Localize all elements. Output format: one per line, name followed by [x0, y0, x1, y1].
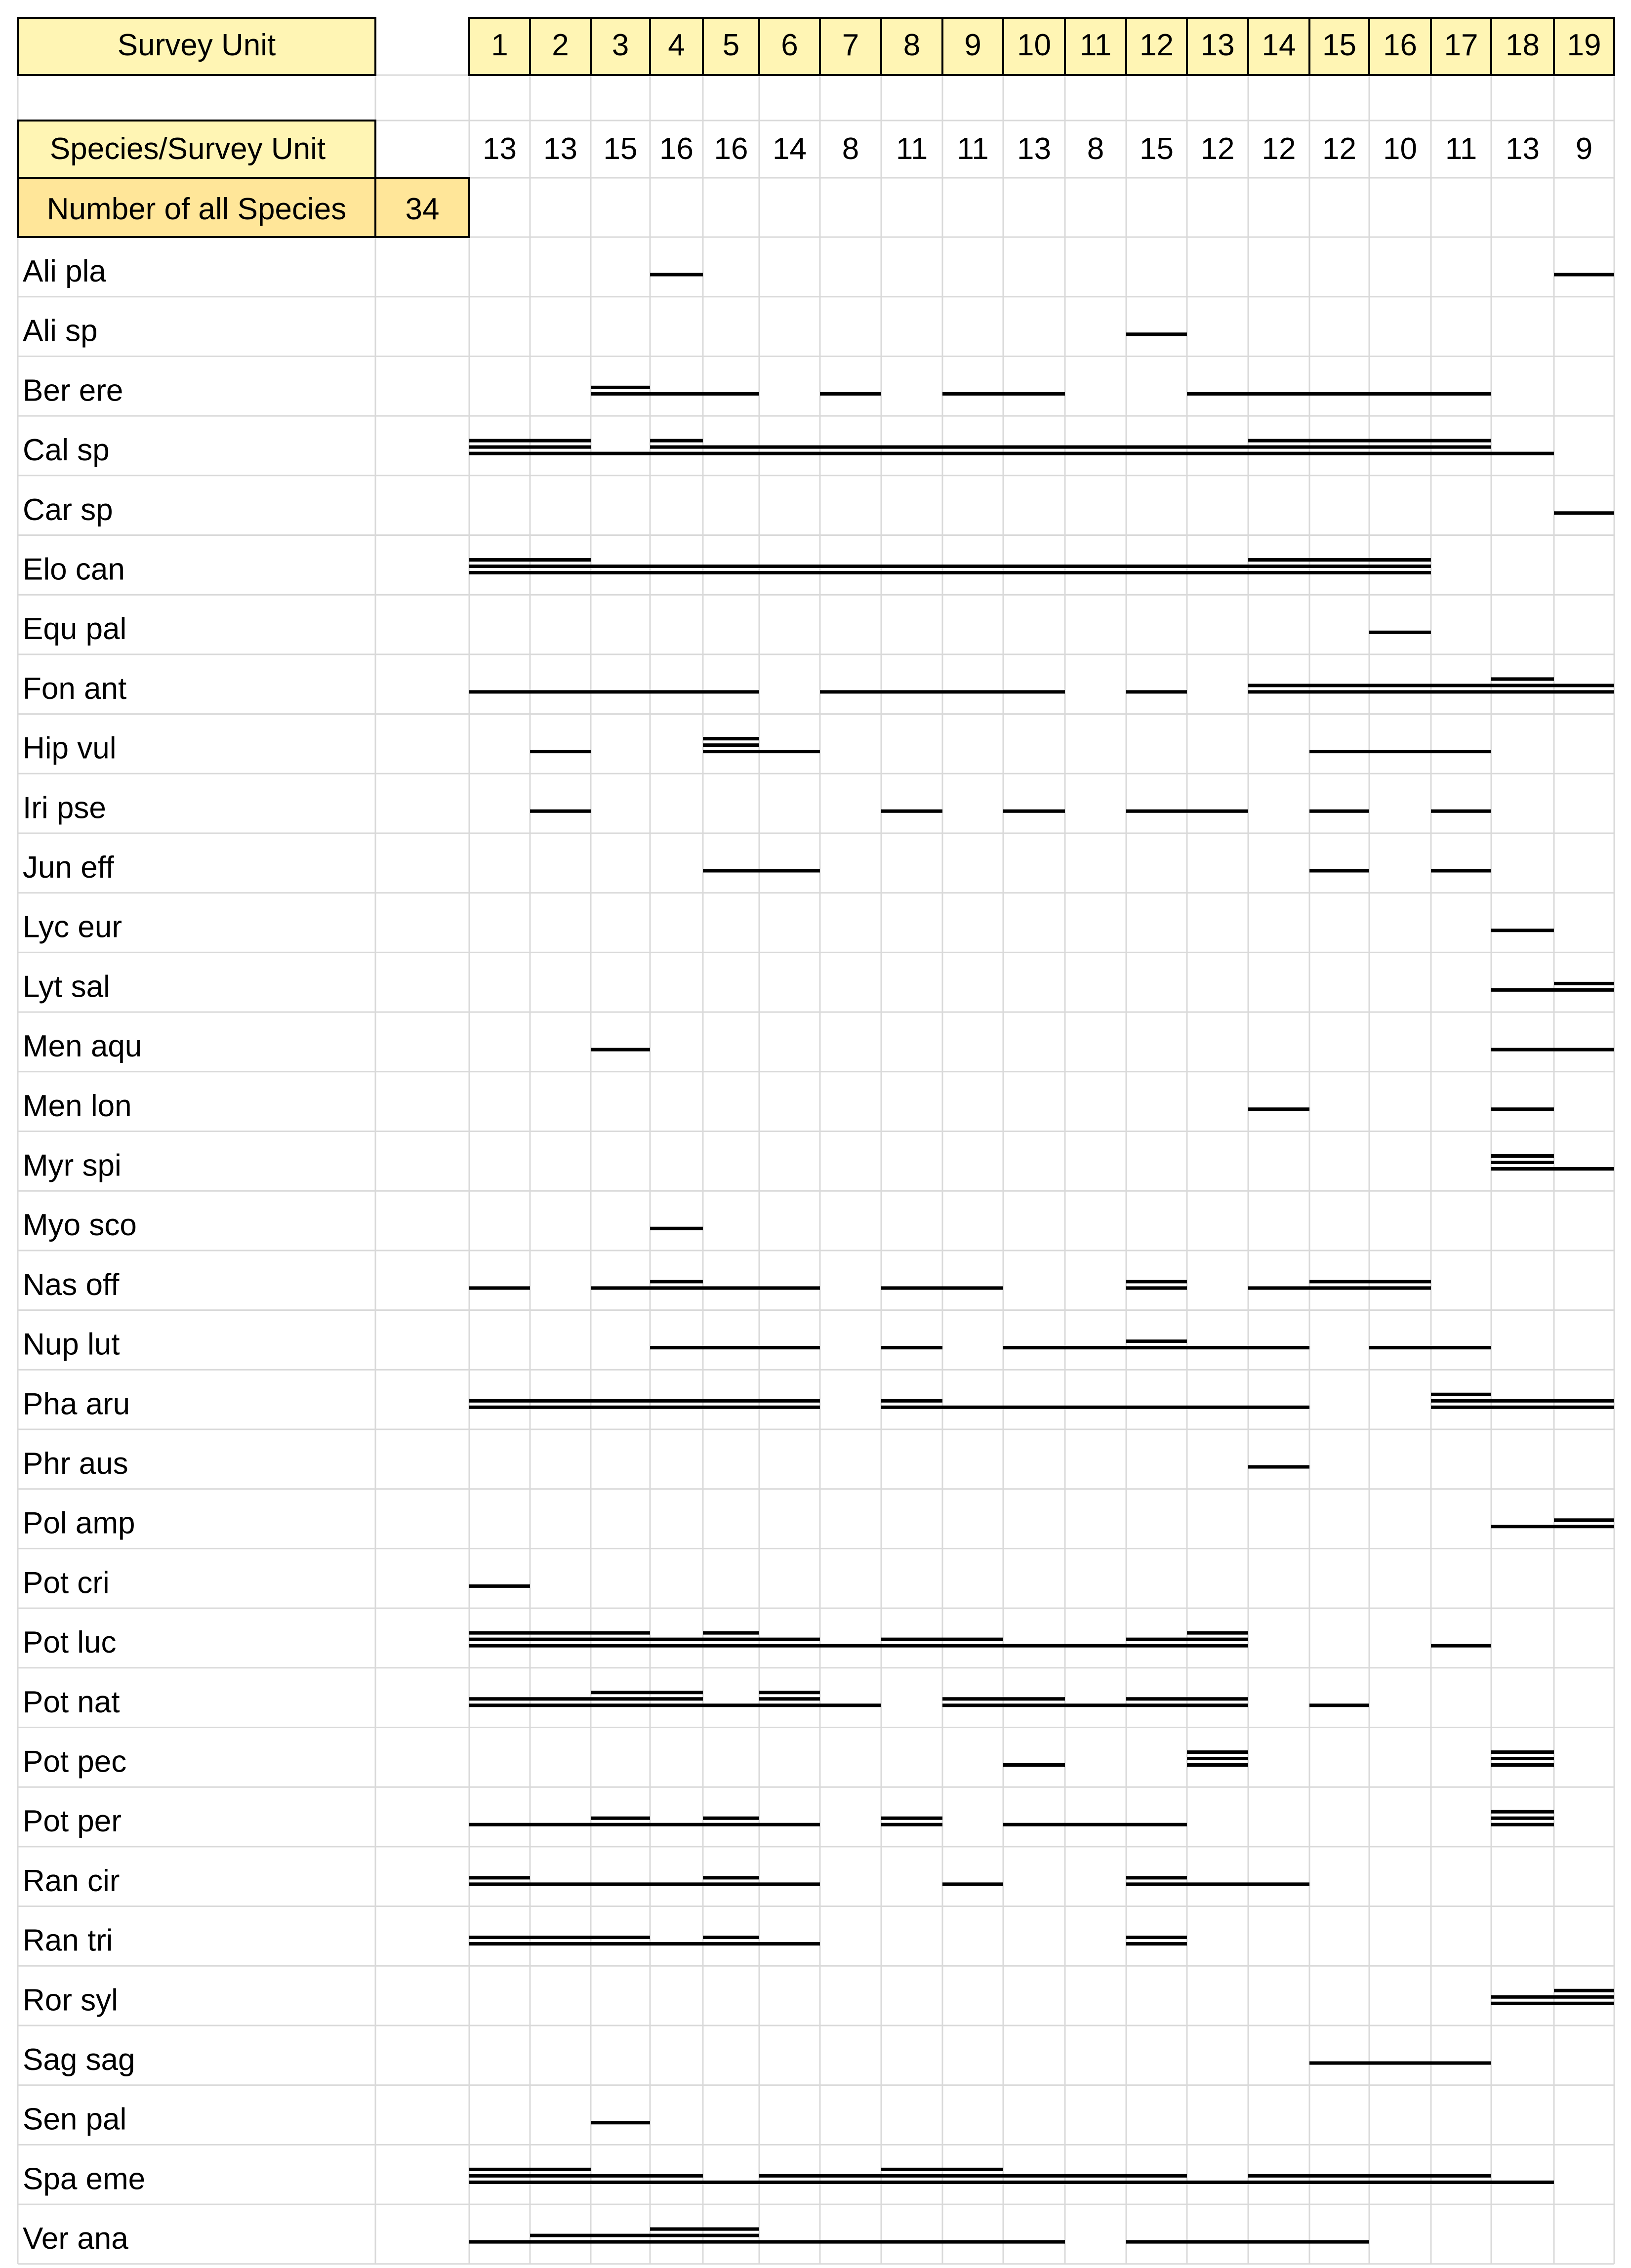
survey-unit-number: 11	[1079, 28, 1112, 62]
species-name: Elo can	[23, 552, 125, 587]
survey-unit-number: 3	[612, 28, 629, 62]
survey-unit-number: 12	[1140, 28, 1174, 62]
species-count: 13	[543, 132, 577, 166]
species-name: Lyt sal	[23, 970, 110, 1004]
species-name: Myr spi	[23, 1148, 122, 1183]
species-name: Fon ant	[23, 671, 127, 706]
survey-unit-number: 16	[1383, 28, 1417, 62]
species-name: Sag sag	[23, 2043, 135, 2077]
species-name: Myo sco	[23, 1208, 137, 1243]
survey-unit-number: 15	[1322, 28, 1356, 62]
species-name: Spa eme	[23, 2162, 146, 2196]
species-name: Ali sp	[23, 314, 98, 348]
survey-unit-number: 13	[1200, 28, 1235, 62]
species-count-row	[483, 132, 1592, 166]
species-name: Cal sp	[23, 433, 110, 468]
species-name: Lyc eur	[23, 910, 122, 944]
number-species-label: Number of all Species	[46, 192, 347, 226]
species-name: Men aqu	[23, 1029, 142, 1064]
survey-unit-number: 4	[668, 28, 685, 62]
survey-unit-number: 6	[781, 28, 798, 62]
survey-unit-number: 10	[1017, 28, 1051, 62]
species-name: Ali pla	[23, 254, 106, 288]
species-name: Nup lut	[23, 1327, 120, 1362]
species-count: 11	[957, 132, 989, 166]
species-name: Pot luc	[23, 1625, 117, 1660]
species-count: 16	[659, 132, 693, 166]
species-count: 14	[773, 132, 807, 166]
species-count: 12	[1200, 132, 1235, 166]
species-name: Pol amp	[23, 1506, 135, 1540]
survey-unit-number: 2	[552, 28, 569, 62]
species-name: Ber ere	[23, 373, 123, 408]
survey-unit-number: 14	[1262, 28, 1296, 62]
species-name: Pot pec	[23, 1744, 127, 1779]
survey-unit-header-row	[469, 18, 1614, 75]
species-count: 15	[603, 132, 638, 166]
species-count: 8	[1087, 132, 1104, 166]
species-name: Pot nat	[23, 1685, 120, 1719]
species-name: Ran tri	[23, 1923, 113, 1958]
species-rows	[23, 254, 1614, 2256]
species-count: 15	[1140, 132, 1174, 166]
survey-unit-number: 8	[903, 28, 921, 62]
species-name: Iri pse	[23, 791, 106, 825]
species-name: Hip vul	[23, 731, 117, 766]
species-count: 12	[1322, 132, 1356, 166]
species-count: 9	[1575, 132, 1593, 166]
species-name: Ver ana	[23, 2222, 128, 2256]
survey-unit-label: Survey Unit	[117, 28, 276, 62]
survey-unit-number: 18	[1506, 28, 1540, 62]
species-count: 11	[1445, 132, 1477, 166]
species-name: Pha aru	[23, 1387, 130, 1421]
species-name: Phr aus	[23, 1447, 128, 1481]
survey-unit-number: 1	[491, 28, 508, 62]
species-count: 8	[842, 132, 859, 166]
species-count: 16	[714, 132, 748, 166]
species-name: Ran cir	[23, 1863, 120, 1898]
species-name: Sen pal	[23, 2102, 127, 2137]
survey-unit-number: 9	[964, 28, 981, 62]
survey-unit-number: 19	[1567, 28, 1601, 62]
survey-unit-number: 5	[722, 28, 740, 62]
species-count: 10	[1383, 132, 1417, 166]
species-count: 13	[1017, 132, 1051, 166]
survey-unit-number: 17	[1444, 28, 1478, 62]
grid-lines	[18, 75, 1614, 2264]
species-name: Men lon	[23, 1089, 132, 1123]
species-name: Ror syl	[23, 1983, 118, 2018]
species-name: Nas off	[23, 1267, 120, 1302]
species-count: 13	[1506, 132, 1540, 166]
species-name: Jun eff	[23, 850, 115, 885]
species-count: 12	[1262, 132, 1296, 166]
species-name: Pot per	[23, 1804, 122, 1839]
species-count: 13	[483, 132, 517, 166]
species-name: Equ pal	[23, 612, 127, 647]
number-species-value: 34	[405, 192, 440, 226]
survey-unit-number: 7	[842, 28, 859, 62]
species-name: Pot cri	[23, 1566, 110, 1600]
species-per-unit-label: Species/Survey Unit	[49, 132, 326, 166]
species-count: 11	[896, 132, 928, 166]
species-name: Car sp	[23, 492, 113, 527]
